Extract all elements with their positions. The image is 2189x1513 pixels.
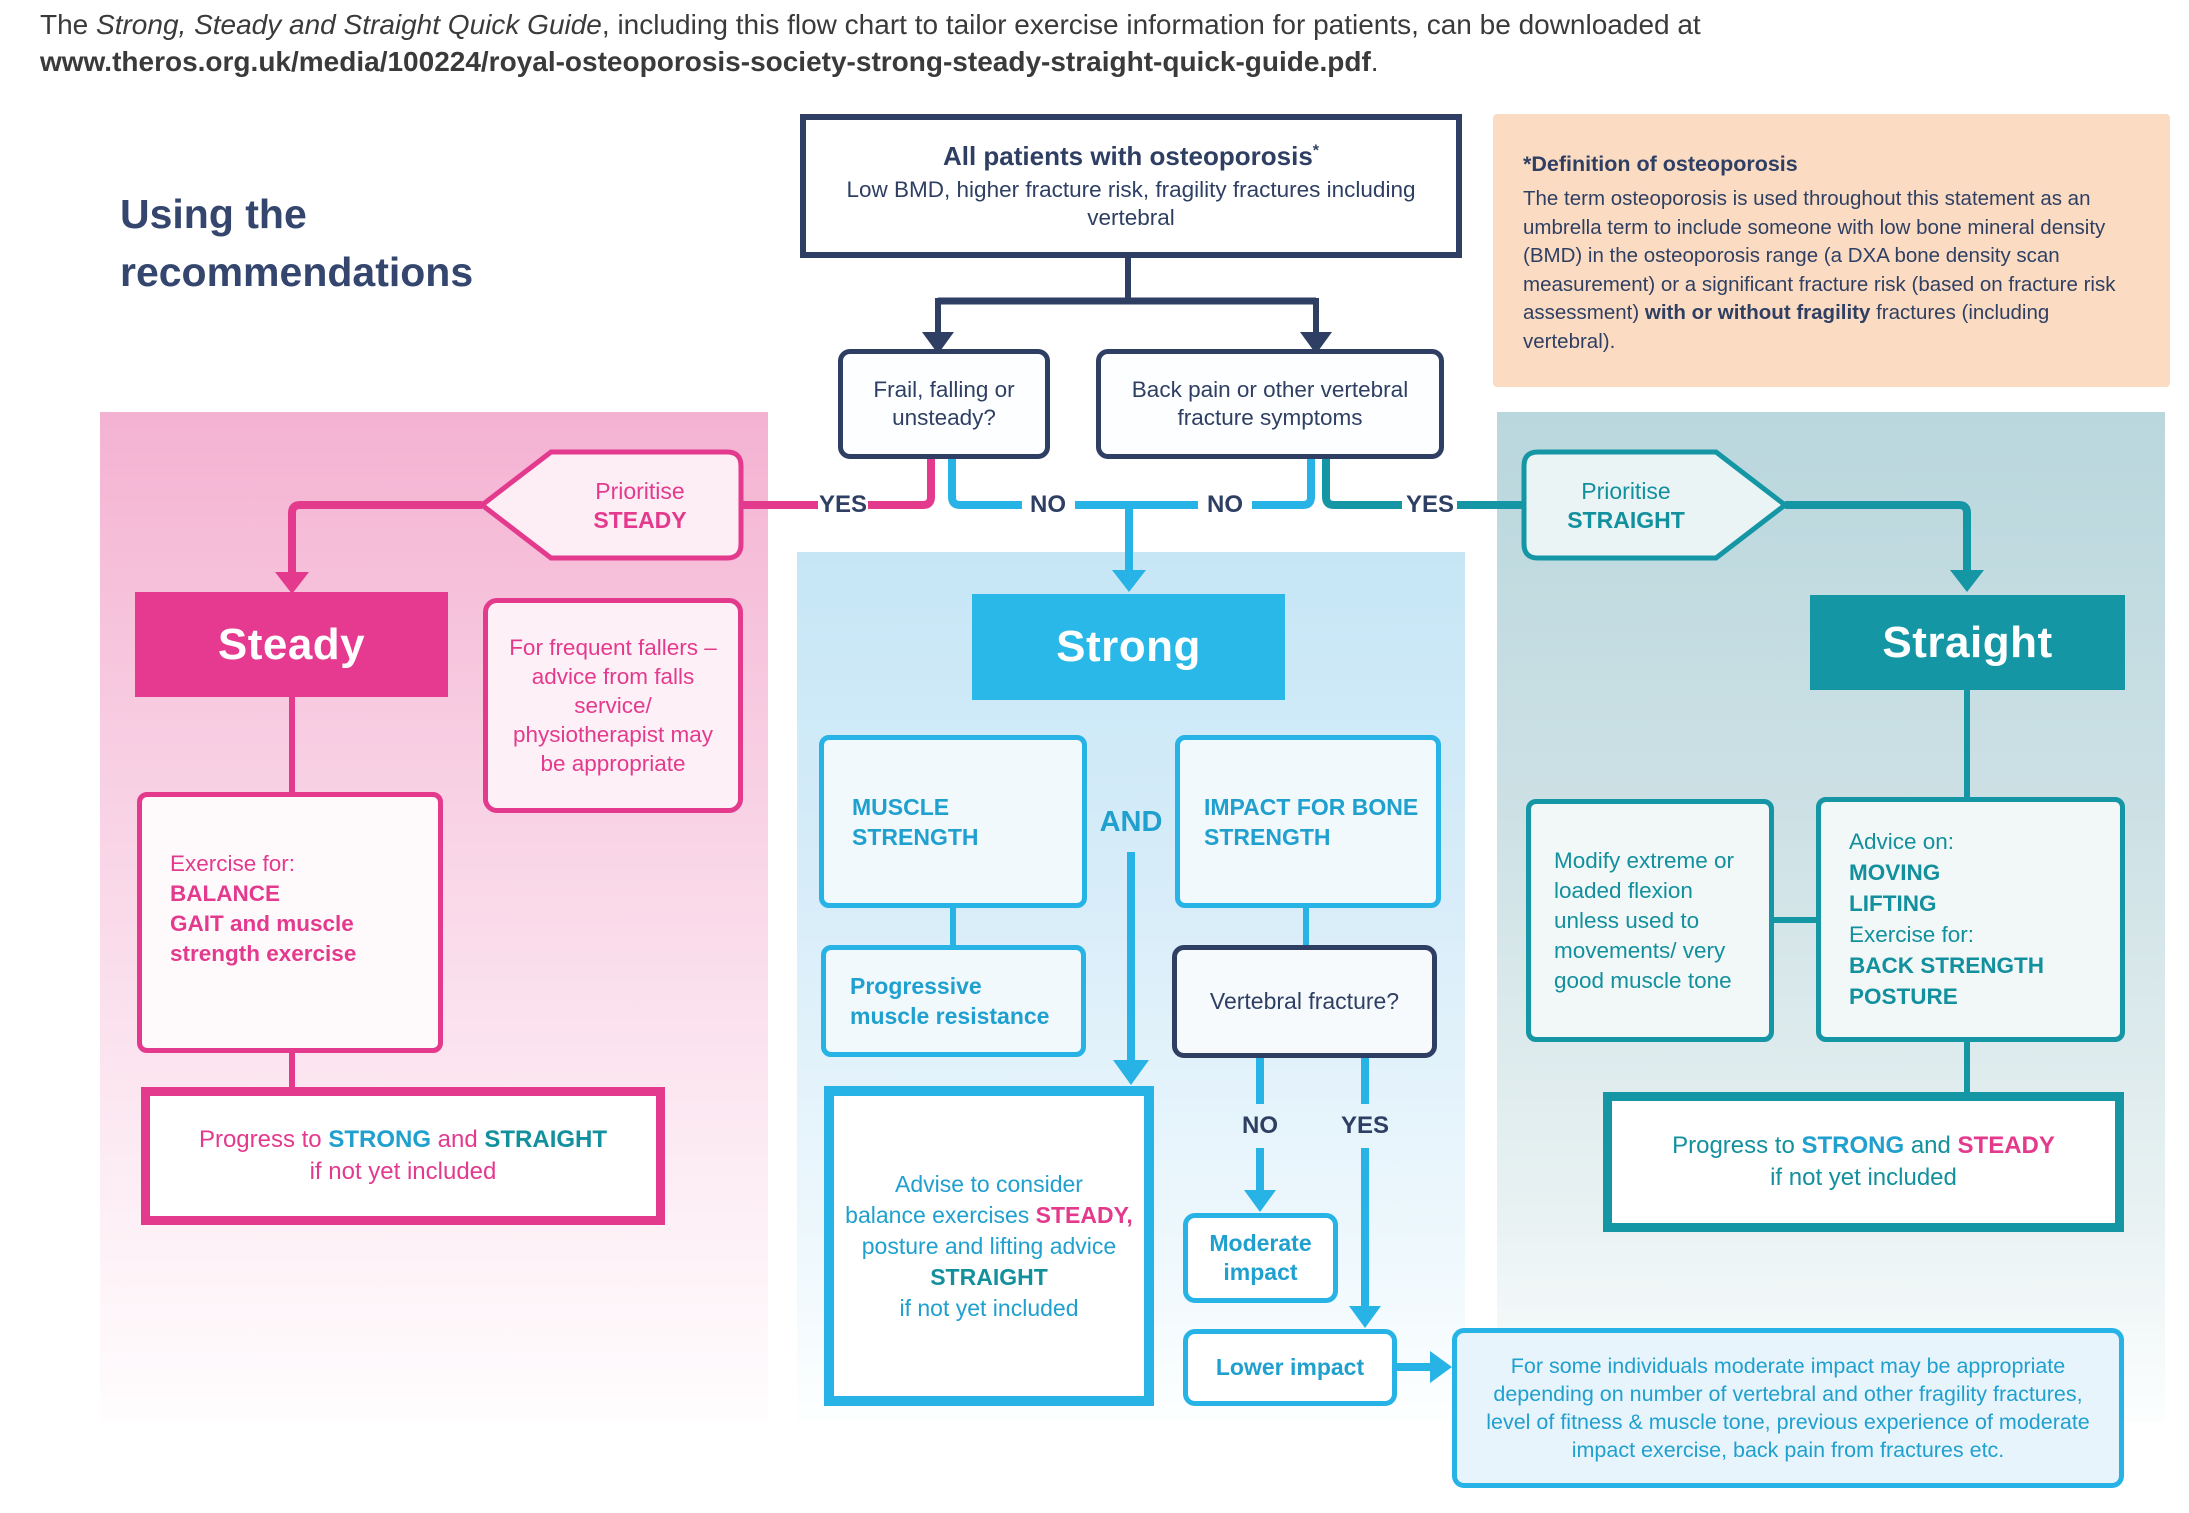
progressive-resistance-label: Progressive muscle resistance (850, 973, 1050, 1029)
muscle-strength-label: MUSCLE STRENGTH (852, 793, 979, 850)
steady-progress-box (141, 1087, 665, 1225)
frail-decision-box (838, 349, 1050, 459)
definition-body (1523, 185, 2142, 356)
definition-body-post: fractures (including vertebral). (1523, 301, 2050, 353)
label-no-center: NO (1207, 491, 1243, 518)
advise-straight-word: STRAIGHT (930, 1263, 1048, 1290)
arrow-to-advise (1113, 1060, 1149, 1085)
exercise-box (137, 792, 443, 1053)
advice-on-box (1816, 797, 2125, 1042)
advise-steady-word: STEADY, (1035, 1201, 1133, 1228)
fallers-note-box (483, 598, 743, 813)
prioritise-straight-tag (1526, 460, 1726, 552)
straight-header (1810, 595, 2125, 690)
label-no-vertebral: NO (1242, 1112, 1278, 1139)
steady-progress-line2: if not yet included (309, 1158, 497, 1185)
steady-progress-strong: STRONG (328, 1126, 431, 1153)
definition-title: *Definition of osteoporosis (1523, 152, 1798, 176)
moderate-impact-label: Moderate impact (1209, 1230, 1312, 1285)
impact-bone-box (1175, 735, 1441, 908)
steady-progress-line1 (199, 1124, 607, 1156)
arrow-to-note (1430, 1351, 1452, 1383)
label-and: AND (1099, 806, 1163, 838)
arrow-to-steady (275, 572, 309, 594)
arrow-to-strong (1112, 570, 1146, 592)
steady-header (135, 592, 448, 697)
frail-decision-label: Frail, falling or unsteady? (873, 377, 1015, 430)
label-yes-left: YES (818, 491, 868, 518)
back-pain-decision-box (1096, 349, 1444, 459)
exercise-item-balance: BALANCE (170, 881, 280, 906)
vertebral-decision-label: Vertebral fracture? (1209, 988, 1400, 1014)
advise-box (824, 1086, 1154, 1406)
arrow-to-moderate (1244, 1190, 1276, 1212)
lower-impact-box (1183, 1329, 1397, 1406)
muscle-strength-box (819, 735, 1087, 908)
fallers-note-text: For frequent fallers – advice from falls service/ physiotherapist may be appropriate (509, 635, 717, 776)
prioritise-steady-line1: Prioritise (595, 478, 685, 504)
advise-line3: posture and lifting advice (861, 1232, 1117, 1259)
prioritise-steady-tag (540, 460, 740, 552)
exercise-intro: Exercise for: (170, 851, 296, 876)
advise-line1: Advise to consider (895, 1170, 1083, 1197)
asterisk-marker: * (1312, 141, 1320, 159)
download-url-link[interactable]: www.theros.org.uk/media/100224/royal-osteoporosis-society-strong-steady-straight-quick-guide.pdf (40, 46, 1371, 77)
intro-pre: The (40, 9, 97, 40)
moderate-impact-note-text: For some individuals moderate impact may be appropriate depending on number of vertebral and other fragility fractures, level of fitness & muscle tone, previous experience of moderate impact exercise, back pain from fractures etc. (1486, 1354, 2090, 1462)
exercise-item-gait: GAIT and muscle strength exercise (170, 911, 357, 966)
advise-line2 (845, 1200, 1133, 1231)
arrow-to-lower (1349, 1306, 1381, 1328)
definition-note (1493, 114, 2170, 387)
impact-bone-label: IMPACT FOR BONE STRENGTH (1204, 793, 1419, 850)
advice-intro2: Exercise for: (1849, 922, 1975, 947)
modify-flexion-box (1526, 799, 1774, 1042)
page-title-line1: Using the (120, 191, 307, 237)
all-patients-box (800, 114, 1462, 258)
intro-rest: , including this flow chart to tailor exercise information for patients, can be downloaded at (601, 9, 1701, 40)
prioritise-straight-line1: Prioritise (1581, 478, 1671, 504)
straight-progress-pre: Progress to (1672, 1132, 1802, 1159)
arrow-to-straight (1950, 570, 1984, 592)
strong-header (972, 594, 1285, 700)
steady-header-label: Steady (217, 619, 366, 669)
steady-progress-mid: and (431, 1126, 485, 1153)
straight-progress-line2: if not yet included (1770, 1164, 1957, 1191)
definition-body-pre: The term osteoporosis is used throughout this statement as an umbrella term to include someone with low bone mineral density (BMD) in the osteoporosis range (a DXA bone density scan measurement) or a significant fracture risk (based on fracture risk assessment) (1523, 187, 2116, 324)
all-patients-subtitle: Low BMD, higher fracture risk, fragility fractures including vertebral (846, 176, 1416, 230)
modify-flexion-text: Modify extreme or loaded flexion unless used to movements/ very good muscle tone (1554, 847, 1735, 993)
navy-split-connector (938, 258, 1316, 334)
moderate-impact-box (1183, 1213, 1338, 1303)
straight-header-label: Straight (1882, 617, 2053, 667)
back-pain-decision-label: Back pain or other vertebral fracture symptoms (1131, 377, 1409, 430)
vertebral-decision-box (1172, 945, 1437, 1058)
straight-progress-mid: and (1904, 1132, 1958, 1159)
lower-impact-label: Lower impact (1215, 1354, 1365, 1380)
strong-header-label: Strong (1056, 622, 1201, 671)
prioritise-steady-line2: STEADY (593, 507, 687, 533)
label-no-left: NO (1030, 491, 1066, 518)
progressive-resistance-box (821, 945, 1086, 1057)
moderate-impact-note-box (1452, 1328, 2124, 1488)
advice-item-moving: MOVING (1849, 860, 1941, 885)
straight-progress-steady: STEADY (1957, 1132, 2055, 1159)
prioritise-straight-line2: STRAIGHT (1567, 507, 1685, 533)
definition-body-bold: with or without fragility (1644, 301, 1871, 324)
intro-period: . (1370, 46, 1379, 77)
label-yes-right: YES (1405, 491, 1455, 518)
advice-item-lifting: LIFTING (1849, 891, 1937, 916)
steady-progress-straight: STRAIGHT (484, 1126, 608, 1153)
advise-line2-pre: balance exercises (845, 1201, 1036, 1228)
advice-item-posture: POSTURE (1849, 984, 1958, 1009)
straight-progress-line1 (1672, 1130, 2055, 1162)
guide-title-italic: Strong, Steady and Straight Quick Guide (96, 9, 602, 40)
advice-intro1: Advice on: (1849, 829, 1955, 854)
advice-item-back-strength: BACK STRENGTH (1849, 953, 2044, 978)
all-patients-title: All patients with osteoporosis (942, 140, 1313, 171)
straight-progress-strong: STRONG (1801, 1132, 1905, 1159)
straight-progress-box (1603, 1092, 2124, 1232)
advise-line5: if not yet included (899, 1294, 1079, 1321)
page-title-line2: recommendations (120, 249, 474, 295)
steady-progress-pre: Progress to (198, 1126, 329, 1153)
label-yes-vertebral: YES (1340, 1112, 1390, 1139)
